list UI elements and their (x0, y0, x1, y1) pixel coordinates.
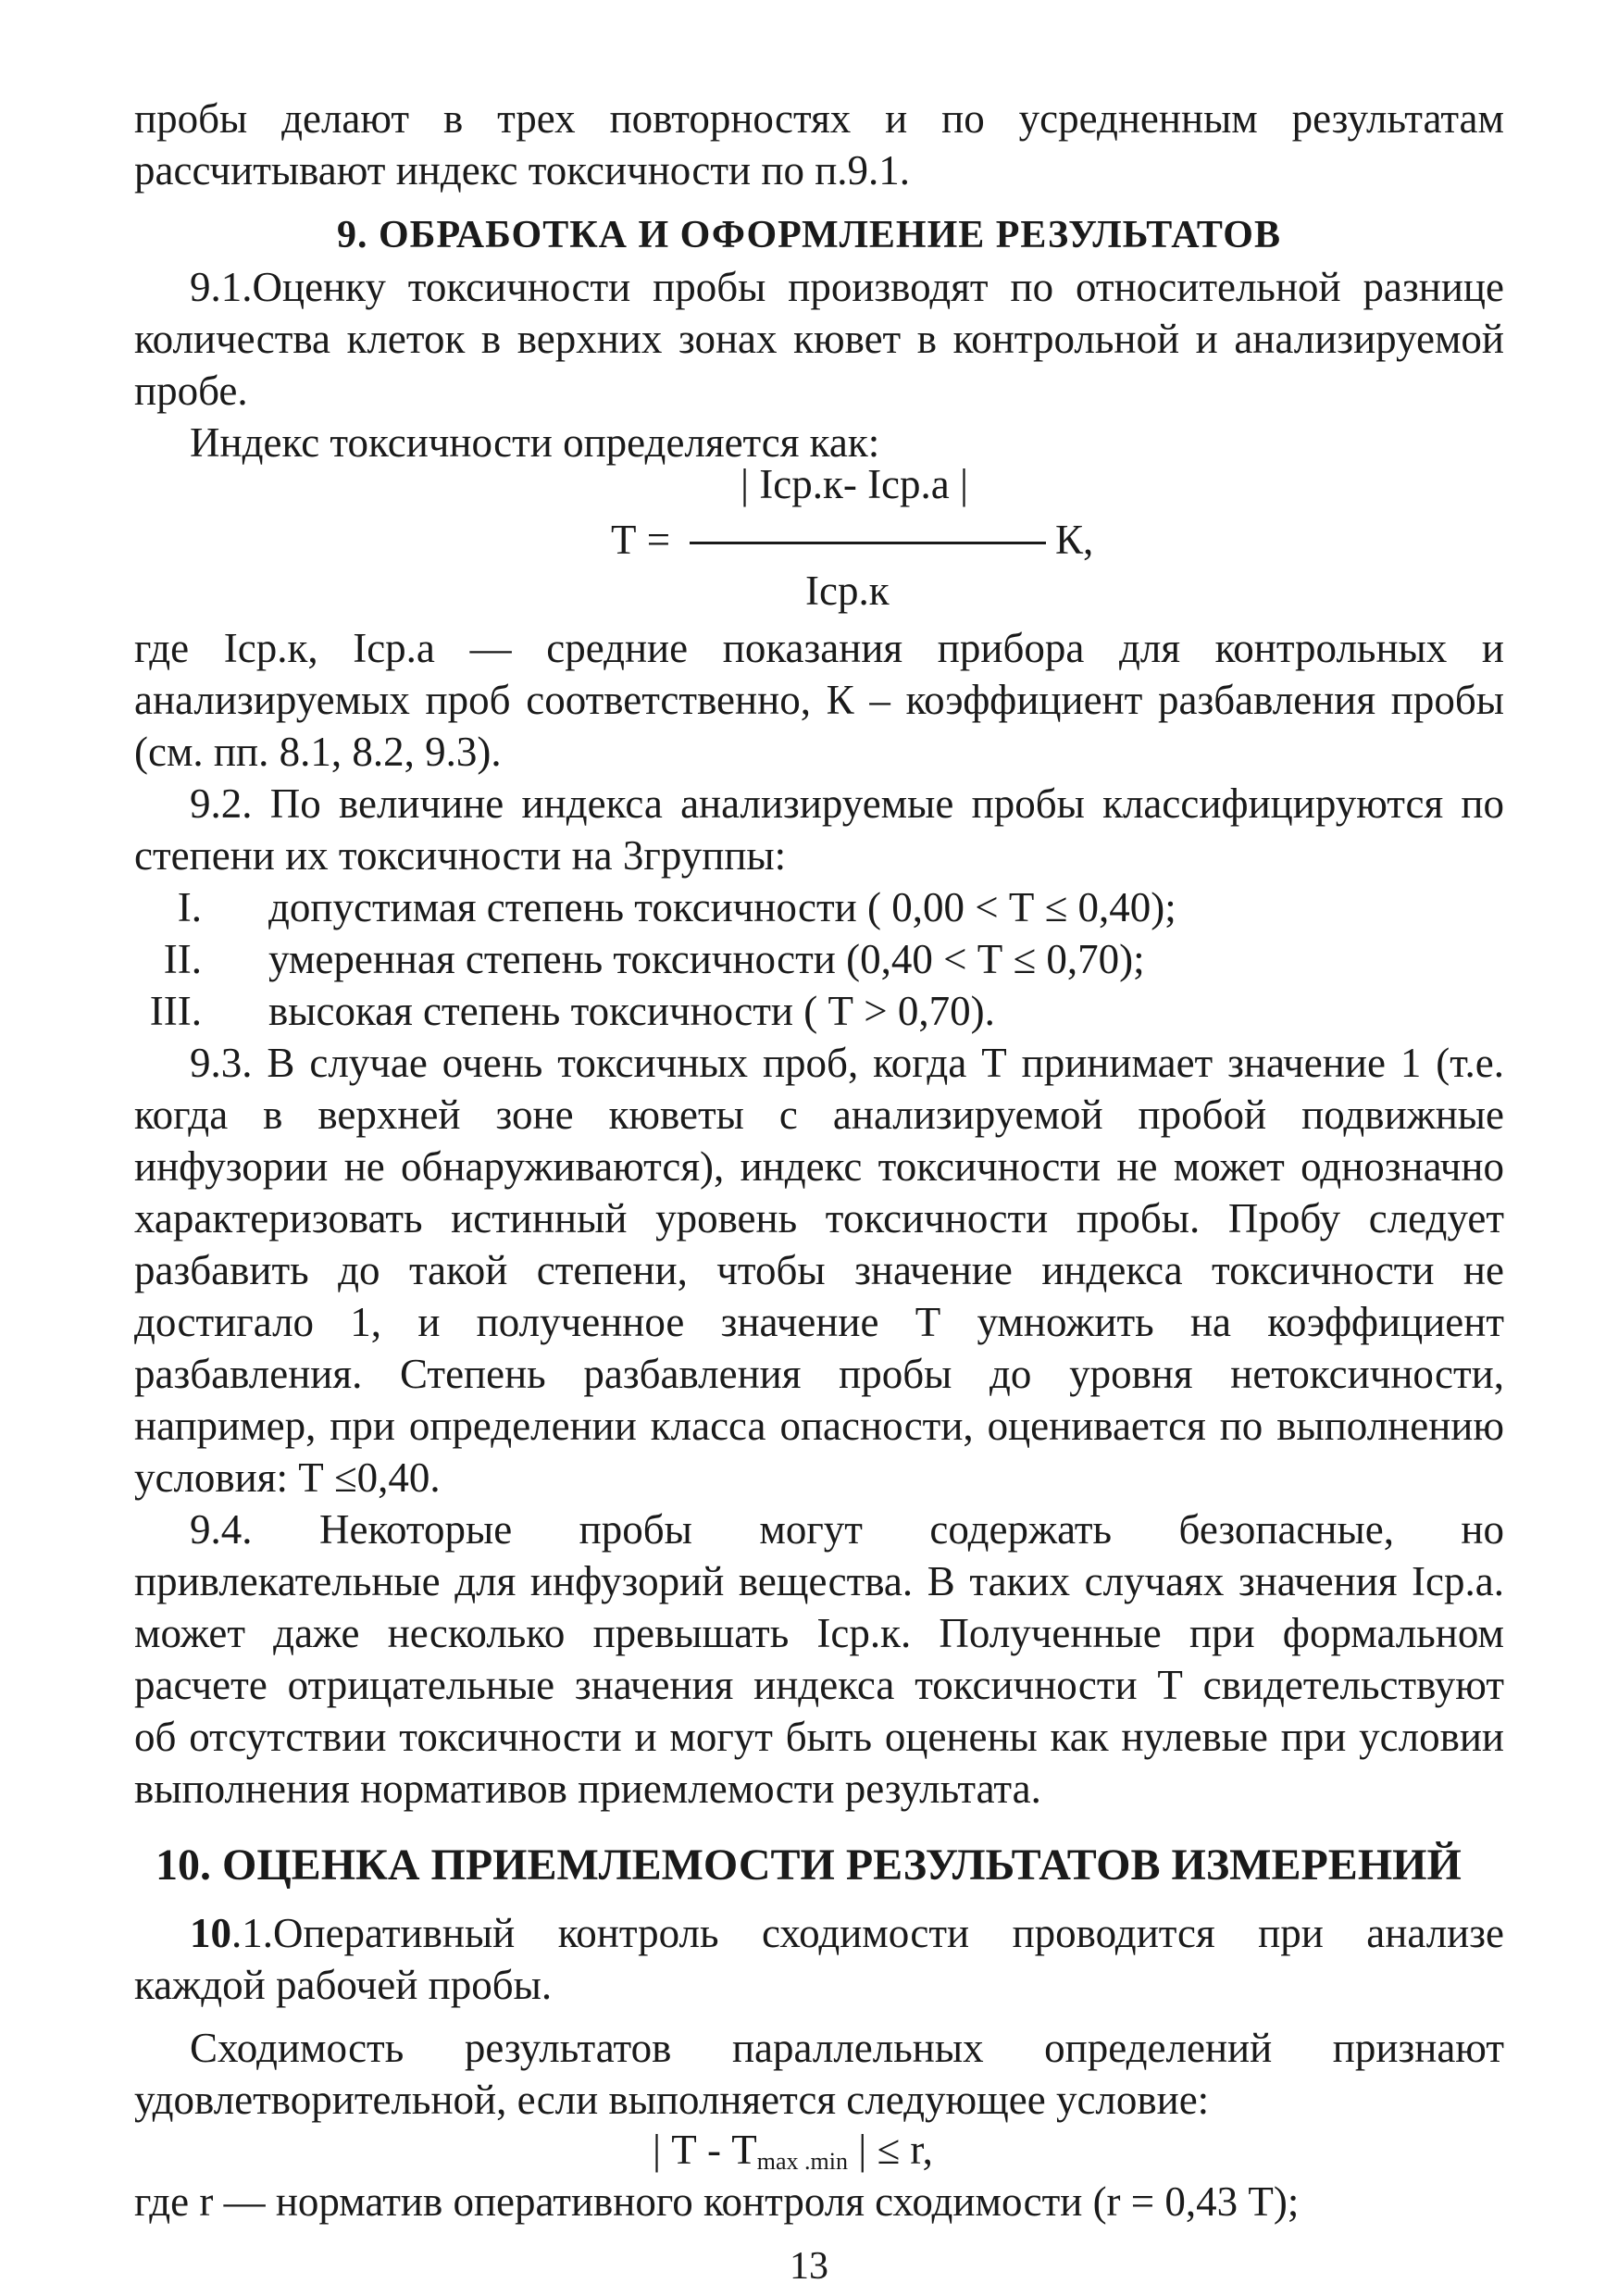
group-number: II. (163, 936, 202, 982)
where-line: анализируемых проб соответственно, К – коэффициент разбавления пробы (134, 677, 1504, 723)
paragraph-line: рассчитывают индекс токсичности по п.9.1. (134, 147, 911, 193)
formula-rhs: К, (1055, 517, 1094, 563)
group-number: III. (149, 988, 202, 1034)
paragraph-9-1-line: пробе. (134, 368, 248, 414)
paragraph-9-4-line: об отсутствии токсичности и могут быть оценены как нулевые при условии (134, 1714, 1504, 1760)
where-r-line: где r — норматив оперативного контроля сходимости (r = 0,43 Т); (134, 2178, 1300, 2225)
formula-lhs: Т = (611, 517, 671, 563)
section-9-heading: 9. ОБРАБОТКА И ОФОРМЛЕНИЕ РЕЗУЛЬТАТОВ (337, 214, 1281, 256)
paragraph-9-3-line: инфузории не обнаруживаются), индекс токсичности не может однозначно (134, 1143, 1504, 1190)
group-text: допустимая степень токсичности ( 0,00 < Т ≤ 0,40); (268, 884, 1176, 930)
formula-numerator: | Iср.к- Iср.а | (741, 461, 969, 507)
formula2-main: | Т - Т (653, 2127, 757, 2173)
where-line: где Iср.к, Iср.а — средние показания прибора для контрольных и (134, 625, 1504, 671)
paragraph-9-4-line: выполнения нормативов приемлемости результата. (134, 1766, 1041, 1812)
page-number: 13 (790, 2245, 828, 2288)
group-text: высокая степень токсичности ( Т > 0,70). (268, 988, 995, 1034)
paragraph-9-2-line: степени их токсичности на 3группы: (134, 832, 787, 879)
paragraph-9-3-line: разбавления. Степень разбавления пробы до уровня нетоксичности, (134, 1351, 1504, 1397)
convergence-line: Сходимость результатов параллельных определений признают (190, 2025, 1504, 2071)
paragraph-10-1-number: 10 (190, 1910, 231, 1956)
paragraph-9-2-line: 9.2. По величине индекса анализируемые пробы классифицируются по (190, 780, 1504, 827)
fraction-bar (690, 542, 1046, 544)
paragraph-9-3-line: например, при определении класса опасности, оценивается по выполнению (134, 1403, 1504, 1449)
index-intro: Индекс токсичности определяется как: (190, 419, 880, 466)
paragraph-9-3-line: 9.3. В случае очень токсичных проб, когда Т принимает значение 1 (т.е. (190, 1040, 1504, 1086)
paragraph-10-1-line: каждой рабочей пробы. (134, 1962, 553, 2008)
section-10-heading: 10. ОЦЕНКА ПРИЕМЛЕМОСТИ РЕЗУЛЬТАТОВ ИЗМЕРЕНИЙ (156, 1841, 1462, 1890)
paragraph-9-1-line: количества клеток в верхних зонах кювет в контрольной и анализируемой (134, 316, 1504, 362)
paragraph-10-1-text: .1.Оперативный контроль сходимости проводится при анализе (231, 1910, 1504, 1956)
paragraph-9-3-line: когда в верхней зоне кюветы с анализируемой пробой подвижные (134, 1092, 1504, 1138)
paragraph-9-3-line: условия: Т ≤0,40. (134, 1454, 441, 1501)
formula-denominator: Iср.к (805, 568, 890, 614)
paragraph-9-3-line: характеризовать истинный уровень токсичности пробы. Пробу следует (134, 1195, 1504, 1242)
where-line: (см. пп. 8.1, 8.2, 9.3). (134, 729, 502, 775)
group-number: I. (177, 884, 202, 930)
group-text: умеренная степень токсичности (0,40 < Т ≤ 0,70); (268, 936, 1145, 982)
paragraph-line: пробы делают в трех повторностях и по усредненным результатам (134, 95, 1504, 142)
paragraph-9-4-line: расчете отрицательные значения индекса токсичности Т свидетельствуют (134, 1662, 1504, 1708)
formula2-tail: | ≤ r, (858, 2127, 933, 2173)
formula2-subscript: max .min (756, 2148, 848, 2175)
paragraph-9-3-line: разбавить до такой степени, чтобы значение индекса токсичности не (134, 1247, 1504, 1293)
paragraph-9-4-line: 9.4. Некоторые пробы могут содержать безопасные, но (190, 1506, 1504, 1553)
paragraph-9-1-line: 9.1.Оценку токсичности пробы производят по относительной разнице (190, 264, 1504, 310)
convergence-line: удовлетворительной, если выполняется следующее условие: (134, 2077, 1210, 2123)
paragraph-9-3-line: достигало 1, и полученное значение Т умножить на коэффициент (134, 1299, 1504, 1345)
paragraph-10-1-line (190, 1907, 1504, 1959)
paragraph-9-4-line: может даже несколько превышать Iср.к. Полученные при формальном (134, 1610, 1504, 1656)
paragraph-9-4-line: привлекательные для инфузорий вещества. В таких случаях значения Iср.а. (134, 1558, 1504, 1604)
